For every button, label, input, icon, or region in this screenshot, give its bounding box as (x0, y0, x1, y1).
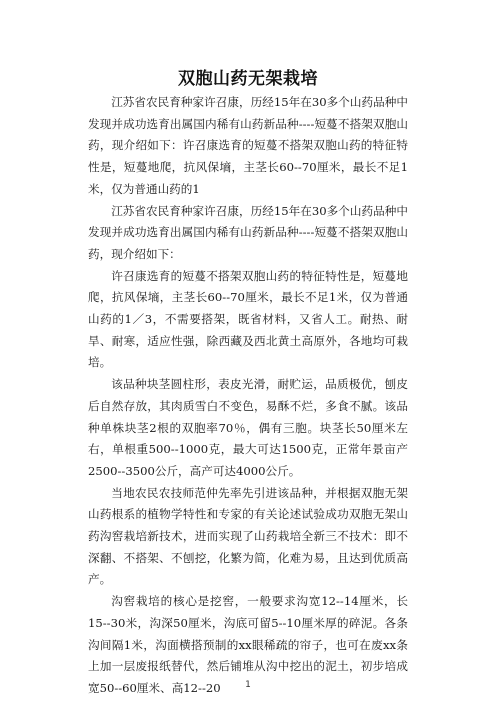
paragraph: 江苏省农民育种家许召康，历经15年在30多个山药品种中发现并成功选育出属国内稀有山药新品种----短蔓不搭架双胞山药，现介绍如下：许召康选育的短蔓不搭架双胞山药的特征特性是，短蔓地爬，抗风保墒，主茎长60--70厘米，最长不足1米，仅为普通山药的1 (88, 95, 408, 196)
document-title: 双胞山药无架栽培 (178, 69, 318, 89)
document-body (88, 92, 408, 700)
page-number: 1 (245, 680, 251, 690)
paragraph: 沟窖栽培的核心是挖窖，一般要求沟宽12--14厘米，长15--30米，沟深50厘米，沟底可留5--10厘米厚的碎泥。各条沟间隔1米，沟面横搭预制的xx眼稀疏的帘子，也可在废xx条上加一层废报纸替代，然后铺堆从沟中挖出的泥土，初步培成宽50--60厘米、高12--20 (88, 594, 408, 695)
paragraph: 江苏省农民育种家许召康，历经15年在30多个山药品种中发现并成功选育出属国内稀有山药新品种----短蔓不搭架双胞山药，现介绍如下： (88, 203, 408, 261)
paragraph: 当地农民农技师范仲先率先引进该品种，并根据双胞无架山药根系的植物学特性和专家的有关论述试验成功双胞无架山药沟窖栽培新技术，进而实现了山药栽培全新三不技术：即不深翻、不搭架、不刨挖，化繁为简，化难为易，且达到优质高产。 (88, 485, 408, 587)
paragraph: 该品种块茎圆柱形，表皮光滑，耐贮运，品质极优，刨皮后自然存放，其肉质雪白不变色，易酥不烂，多食不腻。该品种单株块茎2根的双胞率70％，偶有三胞。块茎长50厘米左右，单根重500--1000克，最大可达1500克，正常年景亩产2500--3500公斤，高产可达4000公斤。 (88, 377, 408, 478)
paragraph: 许召康选育的短蔓不搭架双胞山药的特征特性是，短蔓地爬，抗风保墒，主茎长60--70厘米，最长不足1米，仅为普通山药的1／3，不需要搭架，既省材料，又省人工。耐热、耐旱、耐寒，适应性强，除西藏及西北黄土高原外，各地均可栽培。 (88, 268, 408, 370)
